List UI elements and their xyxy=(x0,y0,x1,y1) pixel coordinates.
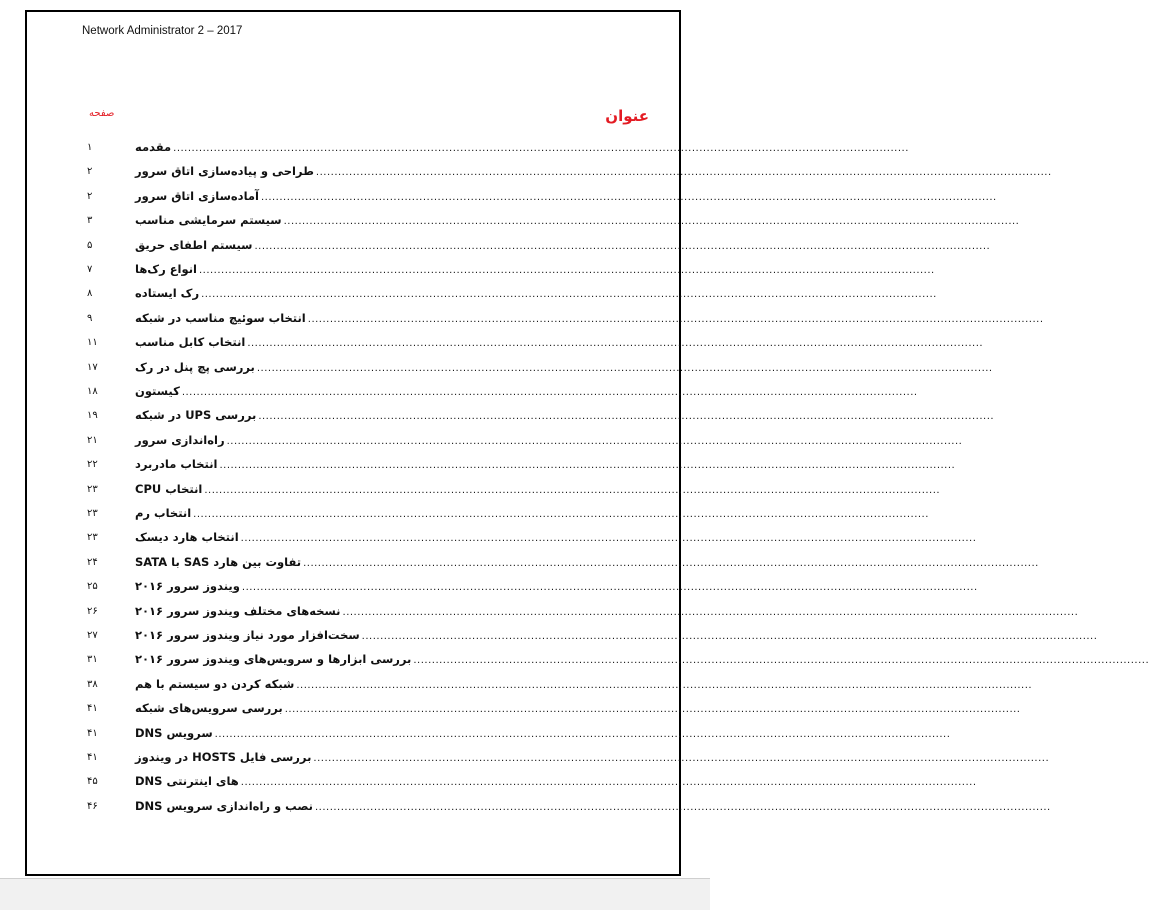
toc-line xyxy=(135,506,929,520)
toc-leader-dots: ........................................................................................................................................................................................................ xyxy=(315,167,1052,179)
toc-leader-dots: ........................................................................................................................................................................................................ xyxy=(313,753,1050,764)
toc-title: انتخاب رم xyxy=(135,506,192,520)
viewer-bottom-bar xyxy=(0,878,710,910)
toc-line xyxy=(135,603,1079,618)
toc-line xyxy=(135,725,951,740)
document-page xyxy=(25,10,1149,876)
toc-title: انواع رک‌ها xyxy=(135,262,197,276)
toc-line xyxy=(135,310,1044,325)
toc-title: تفاوت بین هارد SAS با SATA xyxy=(135,554,302,569)
toc-line xyxy=(135,676,1033,691)
toc-leader-dots: ........................................................................................................................................................................................................ xyxy=(226,435,963,447)
toc-leader-dots: ........................................................................................................................................................................................................ xyxy=(241,582,978,594)
toc-entry[interactable] xyxy=(27,310,1044,331)
title-column-label: عنوان xyxy=(605,107,649,125)
toc-title: بررسی پچ پنل در رک xyxy=(135,359,255,374)
toc-title: سیستم سرمایشی مناسب xyxy=(135,213,282,228)
toc-entry[interactable] xyxy=(27,432,963,453)
toc-page-number: ۳۱ xyxy=(87,654,98,666)
toc-leader-dots: ........................................................................................................................................................................................................ xyxy=(342,606,1079,618)
toc-leader-dots: ........................................................................................................................................................................................................ xyxy=(314,801,1051,813)
toc-page-number: ۴۶ xyxy=(87,800,98,812)
toc-page-number: ۴۵ xyxy=(87,776,98,788)
toc-page-number: ۳۸ xyxy=(87,678,98,690)
toc-entry[interactable] xyxy=(27,798,1051,819)
toc-line xyxy=(135,628,1098,642)
toc-page-number: ۲۱ xyxy=(87,434,98,446)
toc-line xyxy=(135,188,997,203)
toc-entry[interactable] xyxy=(27,359,993,380)
toc-title: بررسی ابزارها و سرویس‌های ویندوز سرور ۲۰۱۶ xyxy=(135,652,412,667)
toc-line xyxy=(135,432,963,447)
toc-page-number: ۲۵ xyxy=(87,581,98,593)
toc-title: سرویس DNS xyxy=(135,725,213,740)
toc-page-number: ۴۱ xyxy=(87,752,98,763)
toc-line xyxy=(135,554,1039,569)
toc-entry[interactable] xyxy=(27,652,1149,672)
toc-title: آماده‌سازی اتاق سرور xyxy=(135,188,259,203)
toc-page-number: ۲۳ xyxy=(87,483,98,495)
toc-entry[interactable] xyxy=(27,530,977,550)
toc-line xyxy=(135,335,984,350)
toc-page-number: ۳ xyxy=(87,215,93,227)
toc-entry[interactable] xyxy=(27,237,991,258)
toc-page-number: ۱۹ xyxy=(87,410,98,422)
toc-entry[interactable] xyxy=(27,262,935,282)
toc-title: انتخاب سوئیچ مناسب در شبکه xyxy=(135,310,306,325)
toc-line xyxy=(135,652,1149,667)
toc-title: ویندوز سرور ۲۰۱۶ xyxy=(135,579,240,594)
toc-title: نصب و راه‌اندازی سرویس DNS xyxy=(135,798,313,813)
toc-page-number: ۲۷ xyxy=(87,630,98,641)
toc-page-number: ۴۱ xyxy=(87,703,98,715)
toc-page-number: ۱۸ xyxy=(87,386,98,397)
toc-line xyxy=(135,140,909,154)
toc-line xyxy=(135,481,941,496)
toc-page-number: ۹ xyxy=(87,312,93,324)
toc-title: بررسی سرویس‌های شبکه xyxy=(135,701,283,716)
page-header: Network Administrator 2 – 2017 xyxy=(82,25,243,37)
toc-leader-dots: ........................................................................................................................................................................................................ xyxy=(181,387,918,398)
toc-title: بررسی UPS در شبکه xyxy=(135,408,257,423)
toc-entry[interactable] xyxy=(27,725,951,746)
toc-leader-dots: ........................................................................................................................................................................................................ xyxy=(258,411,995,423)
toc-page-number: ۱ xyxy=(87,142,93,153)
toc-title: انتخاب مادربرد xyxy=(135,457,218,472)
toc-page-number: ۱۷ xyxy=(87,361,98,373)
toc-line xyxy=(135,262,935,276)
toc-line xyxy=(135,384,918,398)
toc-entry[interactable] xyxy=(27,164,1052,184)
toc-title: رک ایستاده xyxy=(135,286,200,301)
toc-title: سیستم اطفای حریق xyxy=(135,237,253,252)
toc-line xyxy=(135,286,937,301)
toc-leader-dots: ........................................................................................................................................................................................................ xyxy=(413,655,1149,667)
toc-leader-dots: ........................................................................................................................................................................................................ xyxy=(201,289,937,301)
toc-line xyxy=(135,579,978,594)
toc-entry[interactable] xyxy=(27,506,929,526)
toc-entry[interactable] xyxy=(27,774,977,794)
toc-title: راه‌اندازی سرور xyxy=(135,432,225,447)
toc-leader-dots: ........................................................................................................................................................................................................ xyxy=(361,631,1098,642)
toc-leader-dots: ........................................................................................................................................................................................................ xyxy=(247,338,984,350)
toc-page-number: ۲ xyxy=(87,190,93,202)
toc-leader-dots: ........................................................................................................................................................................................................ xyxy=(198,265,935,276)
toc-line xyxy=(135,798,1051,813)
toc-title: نسخه‌های مختلف ویندوز سرور ۲۰۱۶ xyxy=(135,603,341,618)
toc-page-number: ۵ xyxy=(87,239,93,251)
toc-entry[interactable] xyxy=(27,140,909,160)
toc-line xyxy=(135,457,956,472)
toc-line xyxy=(135,164,1052,179)
toc-page-number: ۲۲ xyxy=(87,459,98,471)
toc-title: بررسی فایل HOSTS در ویندوز xyxy=(135,750,312,764)
toc-page-number: ۲۳ xyxy=(87,532,98,544)
toc-leader-dots: ........................................................................................................................................................................................................ xyxy=(204,484,941,496)
toc-line xyxy=(135,408,995,423)
toc-title: انتخاب CPU xyxy=(135,481,203,496)
toc-entry[interactable] xyxy=(27,188,997,209)
toc-entry[interactable] xyxy=(27,554,1039,575)
toc-leader-dots: ........................................................................................................................................................................................................ xyxy=(240,777,977,789)
toc-entry[interactable] xyxy=(27,603,1079,624)
toc-leader-dots: ........................................................................................................................................................................................................ xyxy=(307,313,1044,325)
toc-page-number: ۸ xyxy=(87,288,93,300)
toc-entry[interactable] xyxy=(27,384,918,404)
toc-entry[interactable] xyxy=(27,408,995,428)
toc-entry[interactable] xyxy=(27,579,978,599)
toc-leader-dots: ........................................................................................................................................................................................................ xyxy=(240,533,977,545)
toc-title: شبکه کردن دو سیستم با هم xyxy=(135,676,295,691)
toc-title: مقدمه xyxy=(135,140,172,154)
toc-page-number: ۱۱ xyxy=(87,337,98,349)
toc-entry[interactable] xyxy=(27,750,1050,770)
toc-entry[interactable] xyxy=(27,286,937,306)
toc-title: کیستون xyxy=(135,384,180,398)
toc-leader-dots: ........................................................................................................................................................................................................ xyxy=(193,509,929,520)
toc-leader-dots: ........................................................................................................................................................................................................ xyxy=(173,143,909,154)
page-column-label: صفحه xyxy=(89,108,115,119)
toc-leader-dots: ........................................................................................................................................................................................................ xyxy=(254,240,991,252)
toc-entry[interactable] xyxy=(27,676,1033,697)
toc-leader-dots: ........................................................................................................................................................................................................ xyxy=(219,460,956,472)
toc-line xyxy=(135,701,1021,716)
toc-leader-dots: ........................................................................................................................................................................................................ xyxy=(296,679,1033,691)
toc-leader-dots: ........................................................................................................................................................................................................ xyxy=(284,704,1021,716)
toc-page-number: ۲۶ xyxy=(87,605,98,617)
toc-page-number: ۲ xyxy=(87,166,93,178)
toc-page-number: ۲۴ xyxy=(87,556,98,568)
toc-entry[interactable] xyxy=(27,457,956,477)
toc-leader-dots: ........................................................................................................................................................................................................ xyxy=(283,216,1020,228)
toc-leader-dots: ........................................................................................................................................................................................................ xyxy=(303,557,1039,569)
toc-line xyxy=(135,237,991,252)
toc-title: انتخاب هارد دیسک xyxy=(135,530,239,545)
toc-entry[interactable] xyxy=(27,213,1020,233)
toc-title: DNS های اینترنتی xyxy=(135,774,239,789)
toc-leader-dots: ........................................................................................................................................................................................................ xyxy=(260,191,997,203)
toc-entry[interactable] xyxy=(27,628,1098,648)
toc-title: انتخاب کابل مناسب xyxy=(135,335,246,350)
toc-line xyxy=(135,774,977,789)
toc-page-number: ۷ xyxy=(87,264,93,275)
toc-leader-dots: ........................................................................................................................................................................................................ xyxy=(256,362,993,374)
toc-entry[interactable] xyxy=(27,481,941,502)
toc-line xyxy=(135,359,993,374)
toc-leader-dots: ........................................................................................................................................................................................................ xyxy=(214,728,951,740)
toc-title: طراحی و پیاده‌سازی اتاق سرور xyxy=(135,164,314,179)
toc-line xyxy=(135,750,1050,764)
toc-entry[interactable] xyxy=(27,335,984,355)
toc-line xyxy=(135,530,977,545)
toc-title: سخت‌افزار مورد نیاز ویندوز سرور ۲۰۱۶ xyxy=(135,628,360,642)
toc-page-number: ۴۱ xyxy=(87,727,98,739)
toc-line xyxy=(135,213,1020,228)
toc-page-number: ۲۳ xyxy=(87,508,98,519)
toc-entry[interactable] xyxy=(27,701,1021,721)
